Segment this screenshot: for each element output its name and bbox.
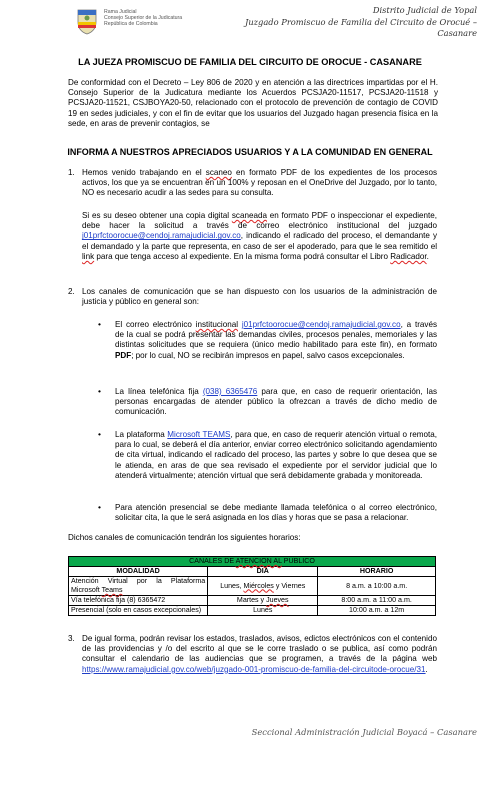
item-1-paragraph-1: Hemos venido trabajando en el scaneo en formato PDF de los expedientes de los procesos activos, los que ya se encuentran en un 100% y reposan en el OneDrive del Juzgado, por lo tanto, NO es necesario acudir a las sedes para su consulta. (82, 168, 437, 198)
horario-cell: 10:00 a.m. a 12m (318, 606, 436, 616)
teams-link[interactable]: Microsoft TEAMS (167, 430, 231, 439)
modalidad-cell: Presencial (solo en casos excepcionales) (69, 606, 208, 616)
column-header-dia: DIA (208, 567, 318, 577)
column-header-horario: HORARIO (318, 567, 436, 577)
district-line: Distrito Judicial de Yopal (372, 5, 477, 15)
modalidad-cell: Atención Virtual por la Plataforma Microsoft Teams (69, 577, 208, 596)
bullet-icon: • (98, 319, 101, 329)
logo-text: Rama Judicial Consejo Superior de la Judicatura República de Colombia (104, 9, 183, 28)
modalidad-cell: Vía telefónica fija (8) 6365472 (69, 596, 208, 606)
page-title: LA JUEZA PROMISCUO DE FAMILIA DEL CIRCUITO DE OROCUE - CASANARE (78, 57, 422, 67)
channel-email-link[interactable]: j01prfctoorocue@cendoj.ramajudicial.gov.co (241, 320, 401, 329)
footer-seccional: Seccional Administración Judicial Boyacá – Casanare (251, 727, 477, 737)
court-header (212, 5, 477, 40)
court-email-link[interactable]: j01prfctoorocue@cendoj.ramajudicial.gov.co (82, 231, 241, 241)
dia-cell: Lunes (208, 606, 318, 616)
phone-link[interactable]: (038) 6365476 (202, 387, 258, 396)
item-number-3: 3. (68, 634, 75, 643)
item-1-paragraph-2: Si es su deseo obtener una copia digital scaneada en formato PDF o inspeccionar el expediente, debe hacer la solicitud a través de correo electrónico institucional del juzgado j01prfctoorocue@cendoj.ramajudicial.gov.co, indicando el radicado del proceso, el demandante y el demandado y la parte que representa, en caso de ser el apoderado, para que le sea remitido el link para que tenga acceso al expediente. En la misma forma podrá consultar el Libro Radicador. (82, 211, 437, 261)
colombia-crest-icon (74, 6, 100, 36)
bullet-phone-channel: La línea telefónica fija (038) 6365476 para que, en caso de requerir orientación, las personas encargadas de atender público la ofrezcan a través de dicho medio de comunicación. (115, 387, 438, 417)
horario-cell: 8:00 a.m. a 11:00 a.m. (318, 596, 436, 606)
table-row (69, 596, 436, 606)
bullet-email-channel: El correo electrónico institucional j01prfctoorocue@cendoj.ramajudicial.gov.co, a través de la cual se podrá presentar las demandas civiles, procesos penales, memoriales y las distintas solicitudes que se requiera (único medio habilitado para este fin), en formato PDF; por lo cual, NO se recibirán impresos en papel, salvo casos excepcionales. (115, 320, 438, 360)
dia-cell: Martes y Jueves (208, 596, 318, 606)
court-line: Juzgado Promiscuo de Familia del Circuito de Orocué – (245, 16, 477, 27)
table-header-row (69, 567, 436, 577)
table-title: CANALES DE ATENCION AL PUBLICO (69, 557, 436, 567)
table-title-row (69, 557, 436, 567)
item-number-2: 2. (68, 287, 75, 296)
department-line: Casanare (437, 28, 477, 38)
section-subtitle: INFORMA A NUESTROS APRECIADOS USUARIOS Y A LA COMUNIDAD EN GENERAL (67, 147, 433, 157)
bullet-icon: • (98, 386, 101, 396)
website-link[interactable]: https://www.ramajudicial.gov.co/web/juzgado-001-promiscuo-de-familia-del-circuitode-orocue/31 (82, 664, 426, 674)
intro-paragraph: De conformidad con el Decreto – Ley 806 de 2020 y en atención a las directrices impartidas por el H. Consejo Superior de la Judicatura mediante los Acuerdos PCSJA20-11517, PCSJA20-11518 y PCSJA20-11521, CSJBOYA20-50, relacionado con el protocolo de prevención de contagio de COVID 19 en sedes judiciales, y con el fin de evitar que los usuarios del Juzgado hagan presencia física en la sede, en aras de prevenir contagios, se (68, 78, 438, 128)
schedule-table (68, 556, 436, 616)
bullet-teams-channel: La plataforma Microsoft TEAMS, para que, en caso de requerir atención virtual o remota, para lo cual, se deberá el día anterior, enviar correo electrónico solicitando agendamiento de cita virtual, indicando el radicado del proceso, las partes y sobre lo que desea que se le atienda, en aras de que sea revisado el expediente por el servidor judicial que lo atenderá virtualmente; atención virtual que será debidamente grabada y monitoreada. (115, 430, 437, 480)
item-2-intro: Los canales de comunicación que se han dispuesto con los usuarios de la administración de justicia y público en general son: (82, 287, 437, 307)
item-number-1: 1. (68, 168, 75, 177)
table-row (69, 577, 436, 596)
item-3-paragraph: De igual forma, podrán revisar los estados, traslados, avisos, edictos electrónicos con el contenido de las providencias y /o del escrito al que se le corre traslado o se publica, así como podrán consultar el calendario de las audiencias que se programen, a través de la página web https://www.ramajudicial.gov.co/web/juzgado-001-promiscuo-de-familia-del-circuitode-orocue/31. (82, 634, 437, 674)
bullet-presencial-channel: Para atención presencial se debe mediante llamada telefónica o al correo electrónico, solicitar cita, la que le será asignada en los días y horas que se pasa a relacionar. (115, 503, 437, 523)
bullet-icon: • (98, 502, 101, 512)
dia-cell: Lunes, Miércoles y Viernes (208, 577, 318, 596)
table-row (69, 606, 436, 616)
rama-judicial-logo (74, 6, 204, 38)
bullet-icon: • (98, 429, 101, 439)
horario-cell: 8 a.m. a 10:00 a.m. (318, 577, 436, 596)
schedule-intro: Dichos canales de comunicación tendrán los siguientes horarios: (68, 533, 301, 542)
column-header-modalidad: MODALIDAD (69, 567, 208, 577)
